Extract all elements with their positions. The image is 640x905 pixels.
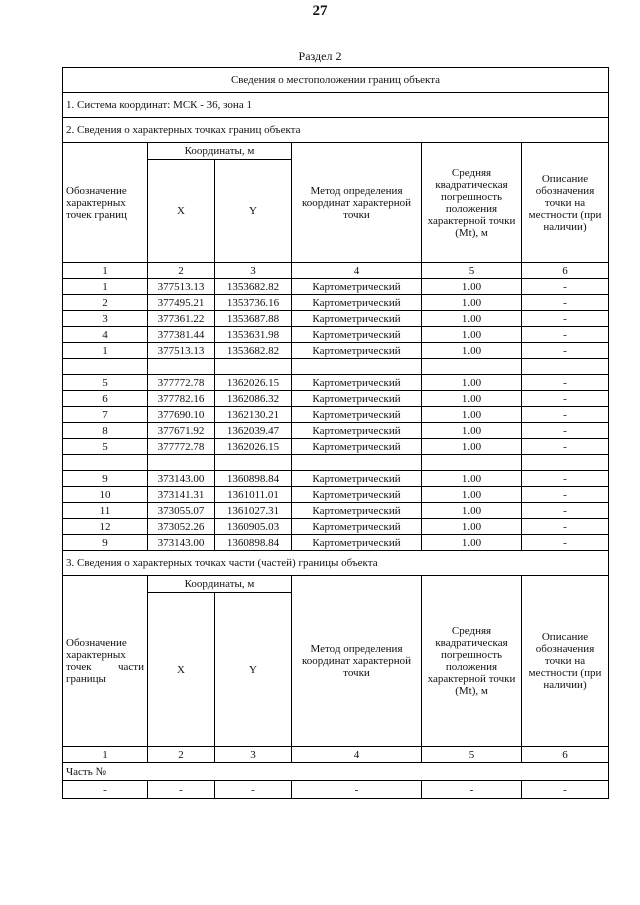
coord-x: 373143.00 <box>148 535 215 551</box>
point-number: 1 <box>63 343 148 359</box>
coord-y: 1353736.16 <box>215 295 292 311</box>
header-part-coordinates: Координаты, м <box>148 576 292 593</box>
method: Картометрический <box>292 279 422 295</box>
method: Картометрический <box>292 423 422 439</box>
header-part-method: Метод определения координат характерной точки <box>292 576 422 747</box>
description: - <box>522 391 609 407</box>
point-number: 9 <box>63 535 148 551</box>
column-number: 1 <box>63 263 148 279</box>
group-separator-row <box>63 359 609 375</box>
coordinate-system: 1. Система координат: МСК - 36, зона 1 <box>63 93 609 118</box>
description: - <box>522 535 609 551</box>
description: - <box>522 279 609 295</box>
empty-cell <box>148 359 215 375</box>
coord-x: 377361.22 <box>148 311 215 327</box>
section-2-title: 2. Сведения о характерных точках границ объекта <box>63 118 609 143</box>
section-label: Раздел 2 <box>298 49 342 63</box>
table-row <box>63 423 609 439</box>
column-number: 4 <box>292 747 422 763</box>
table-row <box>63 439 609 455</box>
part-cell: - <box>215 781 292 799</box>
coord-x: 377495.21 <box>148 295 215 311</box>
column-number: 3 <box>215 747 292 763</box>
point-number: 3 <box>63 311 148 327</box>
empty-cell <box>422 455 522 471</box>
coord-y: 1362039.47 <box>215 423 292 439</box>
method: Картометрический <box>292 503 422 519</box>
coord-y: 1353631.98 <box>215 327 292 343</box>
header-method: Метод определения координат характерной точки <box>292 143 422 263</box>
coord-x: 373141.31 <box>148 487 215 503</box>
accuracy: 1.00 <box>422 375 522 391</box>
column-number: 6 <box>522 263 609 279</box>
description: - <box>522 519 609 535</box>
accuracy: 1.00 <box>422 535 522 551</box>
method: Картометрический <box>292 519 422 535</box>
accuracy: 1.00 <box>422 327 522 343</box>
header-point-designation: Обозначение характерных точек границ <box>63 143 148 263</box>
coord-y: 1353682.82 <box>215 279 292 295</box>
table-row <box>63 407 609 423</box>
method: Картометрический <box>292 407 422 423</box>
header-y: Y <box>215 160 292 263</box>
header-part-line2: характерных <box>66 649 126 661</box>
description: - <box>522 375 609 391</box>
coord-x: 377381.44 <box>148 327 215 343</box>
column-number: 5 <box>422 747 522 763</box>
coord-x: 377782.16 <box>148 391 215 407</box>
header-part-accuracy: Средняя квадратическая погрешность положения характерной точки (Mt), м <box>422 576 522 747</box>
boundary-table-body <box>63 68 609 799</box>
table-row <box>63 311 609 327</box>
accuracy: 1.00 <box>422 503 522 519</box>
column-number: 6 <box>522 747 609 763</box>
header-part-y: Y <box>215 593 292 747</box>
table-row <box>63 471 609 487</box>
column-number: 5 <box>422 263 522 279</box>
point-number: 6 <box>63 391 148 407</box>
header-part-line3: точек части <box>66 661 144 673</box>
description: - <box>522 503 609 519</box>
method: Картометрический <box>292 295 422 311</box>
part-label: Часть № <box>63 763 609 781</box>
method: Картометрический <box>292 487 422 503</box>
coord-x: 373143.00 <box>148 471 215 487</box>
accuracy: 1.00 <box>422 279 522 295</box>
accuracy: 1.00 <box>422 343 522 359</box>
accuracy: 1.00 <box>422 407 522 423</box>
coord-y: 1360898.84 <box>215 471 292 487</box>
coord-y: 1361011.01 <box>215 487 292 503</box>
point-number: 5 <box>63 375 148 391</box>
coord-x: 373055.07 <box>148 503 215 519</box>
header-coordinates: Координаты, м <box>148 143 292 160</box>
empty-cell <box>522 359 609 375</box>
description: - <box>522 487 609 503</box>
coord-x: 377772.78 <box>148 439 215 455</box>
point-number: 1 <box>63 279 148 295</box>
description: - <box>522 295 609 311</box>
page-number: 27 <box>312 3 328 19</box>
header-part-description: Описание обозначения точки на местности (при наличии) <box>522 576 609 747</box>
description: - <box>522 423 609 439</box>
coord-x: 377772.78 <box>148 375 215 391</box>
point-number: 11 <box>63 503 148 519</box>
header-description: Описание обозначения точки на местности (при наличии) <box>522 143 609 263</box>
header-part-point-designation <box>63 576 148 747</box>
table-row <box>63 503 609 519</box>
table-row <box>63 375 609 391</box>
empty-cell <box>148 455 215 471</box>
header-x: X <box>148 160 215 263</box>
table-row <box>63 279 609 295</box>
coord-y: 1360898.84 <box>215 535 292 551</box>
point-number: 4 <box>63 327 148 343</box>
coord-x: 373052.26 <box>148 519 215 535</box>
empty-cell <box>215 455 292 471</box>
boundary-table <box>62 67 609 799</box>
point-number: 8 <box>63 423 148 439</box>
empty-cell <box>63 359 148 375</box>
point-number: 10 <box>63 487 148 503</box>
table-row <box>63 295 609 311</box>
part-cell: - <box>63 781 148 799</box>
coord-y: 1353687.88 <box>215 311 292 327</box>
coord-y: 1361027.31 <box>215 503 292 519</box>
method: Картометрический <box>292 391 422 407</box>
method: Картометрический <box>292 439 422 455</box>
description: - <box>522 407 609 423</box>
description: - <box>522 439 609 455</box>
header-accuracy: Средняя квадратическая погрешность положения характерной точки (Mt), м <box>422 143 522 263</box>
table-row <box>63 535 609 551</box>
method: Картометрический <box>292 375 422 391</box>
point-number: 9 <box>63 471 148 487</box>
coord-y: 1362086.32 <box>215 391 292 407</box>
accuracy: 1.00 <box>422 471 522 487</box>
empty-cell <box>63 455 148 471</box>
accuracy: 1.00 <box>422 487 522 503</box>
point-number: 5 <box>63 439 148 455</box>
accuracy: 1.00 <box>422 311 522 327</box>
column-number-row-part <box>63 747 609 763</box>
point-number: 2 <box>63 295 148 311</box>
column-number-row <box>63 263 609 279</box>
table-row <box>63 391 609 407</box>
description: - <box>522 471 609 487</box>
table-row <box>63 327 609 343</box>
empty-cell <box>292 455 422 471</box>
coord-x: 377513.13 <box>148 343 215 359</box>
header-part-x: X <box>148 593 215 747</box>
coord-y: 1362130.21 <box>215 407 292 423</box>
accuracy: 1.00 <box>422 295 522 311</box>
coord-y: 1362026.15 <box>215 439 292 455</box>
part-cell: - <box>292 781 422 799</box>
description: - <box>522 327 609 343</box>
header-part-line4: границы <box>66 673 106 685</box>
part-cell: - <box>148 781 215 799</box>
column-number: 3 <box>215 263 292 279</box>
accuracy: 1.00 <box>422 519 522 535</box>
part-data-row <box>63 781 609 799</box>
coord-y: 1353682.82 <box>215 343 292 359</box>
column-number: 1 <box>63 747 148 763</box>
section-3-title: 3. Сведения о характерных точках части (частей) границы объекта <box>63 551 609 576</box>
point-number: 12 <box>63 519 148 535</box>
part-cell: - <box>422 781 522 799</box>
empty-cell <box>292 359 422 375</box>
table-row <box>63 343 609 359</box>
accuracy: 1.00 <box>422 439 522 455</box>
description: - <box>522 311 609 327</box>
group-separator-row <box>63 455 609 471</box>
method: Картометрический <box>292 327 422 343</box>
coord-x: 377671.92 <box>148 423 215 439</box>
empty-cell <box>215 359 292 375</box>
coord-x: 377513.13 <box>148 279 215 295</box>
coord-y: 1362026.15 <box>215 375 292 391</box>
empty-cell <box>422 359 522 375</box>
column-number: 2 <box>148 263 215 279</box>
empty-cell <box>522 455 609 471</box>
table-row <box>63 519 609 535</box>
table-row <box>63 487 609 503</box>
header-part-line1: Обозначение <box>66 637 127 649</box>
accuracy: 1.00 <box>422 391 522 407</box>
column-number: 4 <box>292 263 422 279</box>
point-number: 7 <box>63 407 148 423</box>
method: Картометрический <box>292 471 422 487</box>
table-title: Сведения о местоположении границ объекта <box>63 68 609 93</box>
method: Картометрический <box>292 311 422 327</box>
part-cell: - <box>522 781 609 799</box>
description: - <box>522 343 609 359</box>
method: Картометрический <box>292 343 422 359</box>
coord-y: 1360905.03 <box>215 519 292 535</box>
method: Картометрический <box>292 535 422 551</box>
column-number: 2 <box>148 747 215 763</box>
coord-x: 377690.10 <box>148 407 215 423</box>
accuracy: 1.00 <box>422 423 522 439</box>
